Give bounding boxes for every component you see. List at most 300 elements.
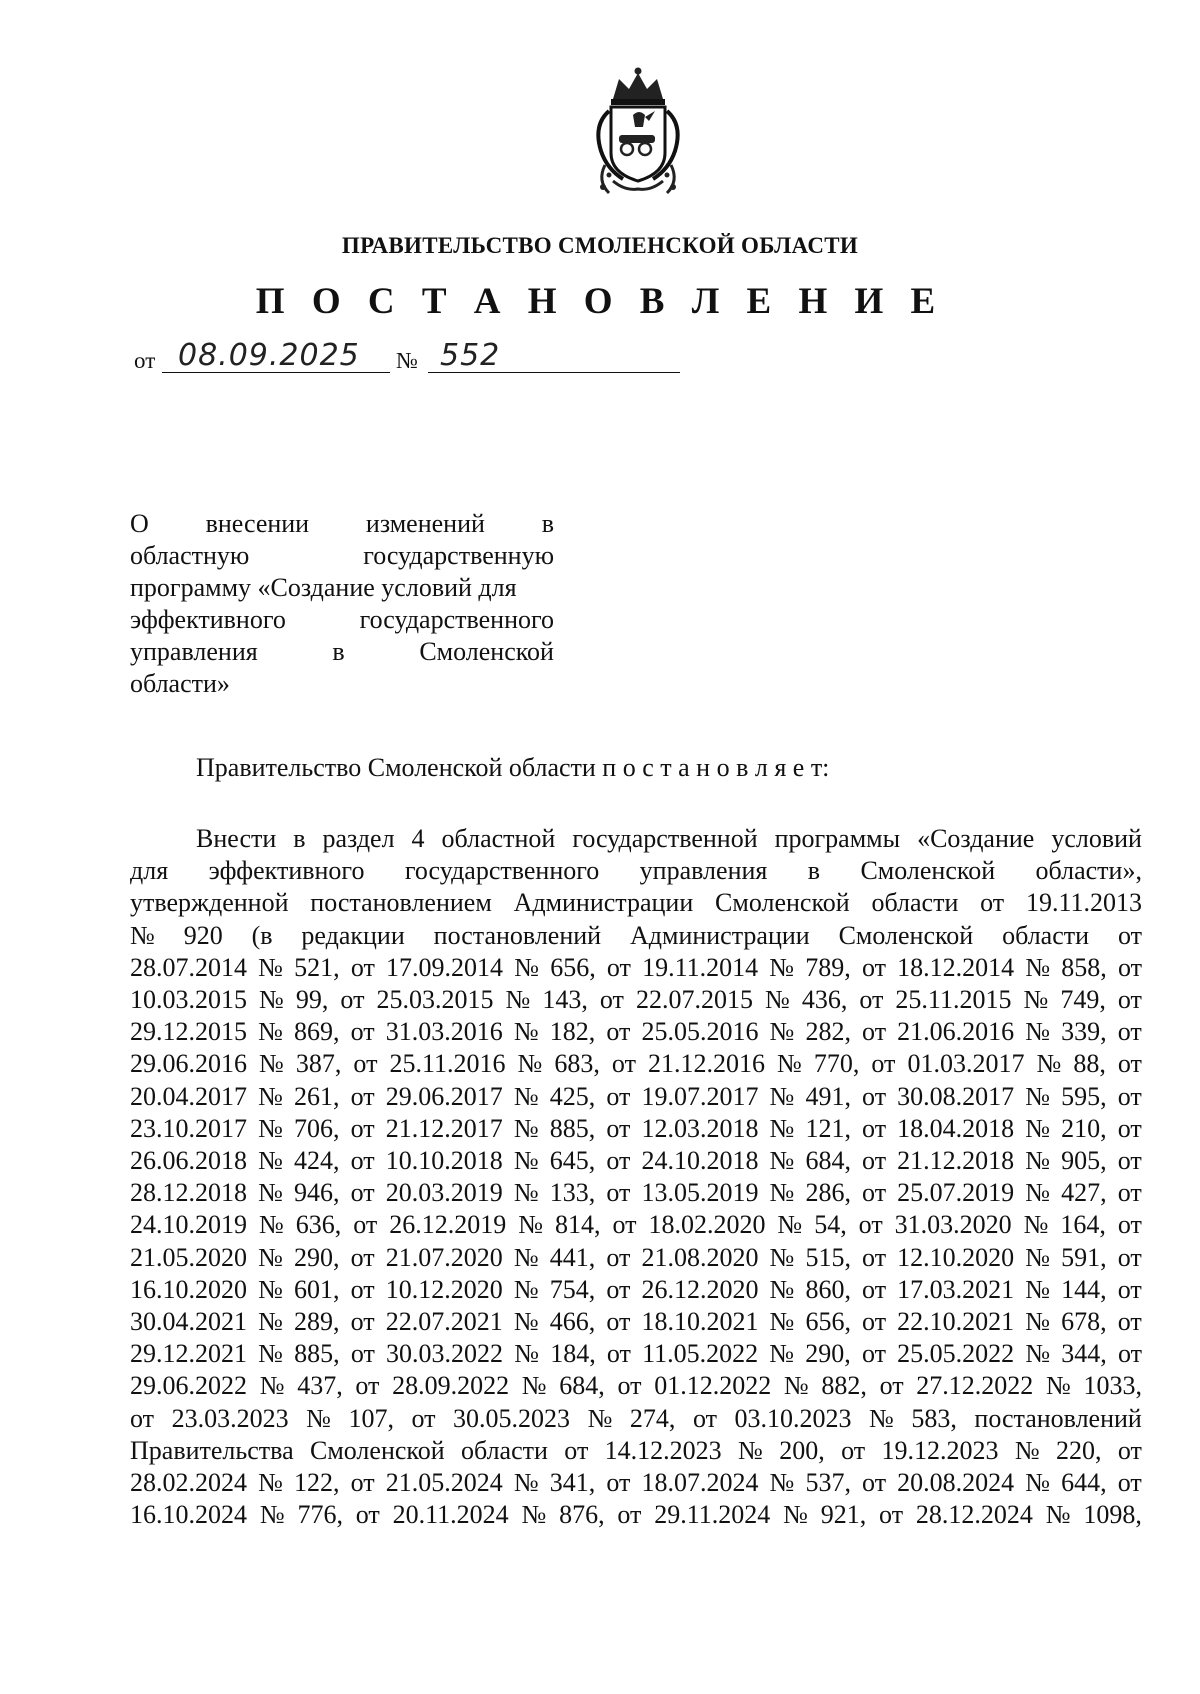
body-word: 22.07.2015 <box>635 985 753 1015</box>
body-word: 19.11.2014 <box>642 952 759 982</box>
body-word: 860, <box>805 1274 851 1304</box>
body-word: Смоленской <box>838 920 974 950</box>
body-word: от <box>862 1081 887 1111</box>
body-word: № <box>258 1307 283 1337</box>
body-line <box>130 1338 1142 1370</box>
decree-statement: Правительство Смоленской области п о с т а н о в л я е т: <box>196 753 830 782</box>
body-line <box>130 1467 1142 1499</box>
body-word: «Создание <box>917 824 1035 853</box>
body-word: 28.09.2022 <box>392 1371 510 1401</box>
body-word: от <box>879 1371 904 1401</box>
body-word: области <box>461 1435 548 1465</box>
body-word: 776, <box>297 1500 343 1530</box>
body-word: 13.05.2019 <box>641 1178 759 1208</box>
body-word: № <box>769 1178 795 1208</box>
body-word: от <box>862 1146 887 1176</box>
body-word: от <box>350 1274 375 1304</box>
subject-word: областную <box>130 541 250 570</box>
body-word: 425, <box>549 1081 596 1111</box>
body-line <box>130 1209 1142 1241</box>
body-word: 537, <box>805 1468 851 1498</box>
body-word: 583, <box>911 1403 957 1433</box>
body-word: № <box>783 1500 808 1530</box>
body-word: от <box>606 1017 631 1047</box>
body-word: 885, <box>294 1339 340 1369</box>
body-word: № <box>513 1017 539 1047</box>
body-word: Смоленской <box>715 888 850 918</box>
body-word: 20.11.2024 <box>392 1500 509 1530</box>
body-line <box>130 952 1142 984</box>
body-word: № <box>513 1146 539 1176</box>
body-word: 4 <box>411 824 425 853</box>
body-word: № <box>1025 1113 1051 1143</box>
body-word: 645, <box>549 1146 596 1176</box>
body-word: 26.12.2019 <box>389 1210 507 1240</box>
subject-word: внесении <box>205 509 310 538</box>
body-word: от <box>859 985 884 1015</box>
body-word: № <box>259 1371 285 1401</box>
body-word: от <box>606 1146 631 1176</box>
body-word: 858, <box>1061 952 1107 982</box>
body-word: № <box>1036 1049 1062 1079</box>
body-word: области», <box>1035 856 1142 886</box>
body-line <box>130 823 1142 855</box>
body-line <box>130 1403 1142 1435</box>
body-word: от <box>980 888 1005 918</box>
body-word: в <box>807 856 821 886</box>
body-line <box>130 1499 1142 1531</box>
body-word: 25.05.2016 <box>641 1017 759 1047</box>
body-word: 521, <box>294 952 340 982</box>
body-word: программы <box>774 824 901 853</box>
body-word: № <box>764 985 790 1015</box>
body-word: 18.12.2014 <box>897 952 1015 982</box>
body-word: от <box>599 985 624 1015</box>
body-word: 885, <box>549 1113 596 1143</box>
body-word: Администрации <box>629 920 810 950</box>
body-word: от <box>1117 1113 1142 1143</box>
body-word: 754, <box>549 1274 596 1304</box>
body-word: № <box>587 1403 613 1433</box>
body-word: № <box>1025 1146 1051 1176</box>
body-word: 10.10.2018 <box>385 1146 503 1176</box>
body-word: от <box>411 1403 436 1433</box>
body-word: от <box>606 1081 631 1111</box>
body-word: от <box>353 1049 378 1079</box>
body-word: 107, <box>348 1403 394 1433</box>
body-word: № <box>769 1017 795 1047</box>
body-word: от <box>606 1274 631 1304</box>
body-word: 01.03.2017 <box>907 1049 1025 1079</box>
body-word: условий <box>1051 824 1142 853</box>
body-word: постановлением <box>310 888 492 918</box>
body-word: от <box>350 1017 375 1047</box>
body-word: от <box>1117 1468 1142 1498</box>
body-word: № <box>517 1049 543 1079</box>
body-word: 25.11.2015 <box>895 985 1012 1015</box>
body-word: 921, <box>820 1500 867 1530</box>
body-word: № <box>505 985 531 1015</box>
number-handwritten: 552 <box>440 338 501 373</box>
body-word: 436, <box>801 985 848 1015</box>
body-word: постановлений <box>433 920 602 950</box>
body-word: 905, <box>1061 1146 1107 1176</box>
body-word: Смоленской <box>309 1435 445 1465</box>
body-word: 25.05.2022 <box>897 1339 1015 1369</box>
body-word: № <box>769 1274 795 1304</box>
body-word: от <box>1117 1307 1142 1337</box>
body-word: № <box>769 1242 795 1272</box>
body-word: 26.06.2018 <box>130 1146 247 1176</box>
body-word: № <box>513 1081 539 1111</box>
body-word: от <box>1117 1017 1142 1047</box>
body-line <box>130 1306 1142 1338</box>
body-word: от <box>350 1242 375 1272</box>
body-word: 14.12.2023 <box>604 1435 722 1465</box>
body-word: от <box>606 1178 631 1208</box>
body-word: № <box>769 1468 795 1498</box>
body-word: 164, <box>1060 1210 1106 1240</box>
body-word: 99, <box>295 985 329 1015</box>
body-word: от <box>1117 1242 1142 1272</box>
body-word: № <box>258 952 283 982</box>
subject-word: государственного <box>359 605 554 634</box>
body-word: от <box>1117 1339 1142 1369</box>
body-word: редакции <box>301 920 405 950</box>
body-word: 876, <box>559 1500 605 1530</box>
body-word: 18.02.2020 <box>648 1210 766 1240</box>
body-word: 11.05.2022 <box>642 1339 759 1369</box>
body-word: № <box>259 1049 284 1079</box>
body-word: 21.12.2018 <box>897 1146 1015 1176</box>
body-word: 22.10.2021 <box>897 1307 1015 1337</box>
body-word: 10.03.2015 <box>130 985 247 1015</box>
body-word: 30.08.2017 <box>897 1081 1015 1111</box>
body-word: 946, <box>294 1178 340 1208</box>
body-word: № <box>769 952 795 982</box>
body-line <box>130 984 1142 1016</box>
body-word: 29.06.2022 <box>130 1371 247 1401</box>
body-word: 29.06.2017 <box>385 1081 503 1111</box>
body-word: от <box>130 1403 155 1433</box>
body-word: № <box>258 1017 283 1047</box>
body-word: № <box>258 1468 283 1498</box>
subject-word: государственную <box>363 541 554 570</box>
body-word: 24.10.2019 <box>130 1210 247 1240</box>
body-word: 437, <box>297 1371 343 1401</box>
body-word: от <box>1117 1210 1142 1240</box>
body-word: (в <box>251 920 273 950</box>
body-word: № <box>259 1500 285 1530</box>
body-word: № <box>1045 1500 1071 1530</box>
body-word: № <box>1025 952 1051 982</box>
body-word: от <box>879 1500 904 1530</box>
body-word: № <box>258 1146 283 1176</box>
body-word: Внести <box>196 824 277 853</box>
body-word: 12.03.2018 <box>641 1113 759 1143</box>
subject-line <box>130 572 554 604</box>
body-word: 144, <box>1061 1274 1107 1304</box>
body-word: 789, <box>805 952 851 982</box>
body-word: № <box>1023 985 1049 1015</box>
body-word: от <box>350 1468 375 1498</box>
body-word: № <box>1025 1242 1051 1272</box>
body-word: 133, <box>549 1178 596 1208</box>
body-word: № <box>258 1113 283 1143</box>
body-word: 339, <box>1061 1017 1107 1047</box>
body-word: 23.10.2017 <box>130 1113 247 1143</box>
body-word: 01.12.2022 <box>654 1371 772 1401</box>
body-word: от <box>606 952 631 982</box>
body-word: от <box>1117 1081 1142 1111</box>
body-word: от <box>861 952 886 982</box>
body-word: для <box>130 856 169 886</box>
body-word: № <box>513 1468 539 1498</box>
body-word: от <box>1117 952 1142 982</box>
body-word: 770, <box>813 1049 860 1079</box>
body-word: 03.10.2023 <box>734 1403 852 1433</box>
body-word: № <box>1025 1307 1051 1337</box>
body-line <box>130 1016 1142 1048</box>
subject-line <box>130 508 554 540</box>
body-word: № <box>259 985 284 1015</box>
body-word: 30.05.2023 <box>453 1403 571 1433</box>
body-word: от <box>862 1178 887 1208</box>
body-word: 200, <box>779 1435 825 1465</box>
body-word: от <box>858 1210 883 1240</box>
body-word: от <box>861 1339 886 1369</box>
body-word: от <box>862 1307 887 1337</box>
body-word: 21.06.2016 <box>897 1017 1015 1047</box>
body-word: 17.03.2021 <box>897 1274 1015 1304</box>
document-subject <box>130 508 554 700</box>
body-word: от <box>350 1307 375 1337</box>
document-body <box>130 823 1142 1531</box>
body-word: от <box>617 1371 642 1401</box>
body-word: 341, <box>549 1468 596 1498</box>
body-line <box>130 1242 1142 1274</box>
date-handwritten: 08.09.2025 <box>178 338 360 373</box>
body-word: области <box>871 888 959 918</box>
body-word: № <box>769 1339 795 1369</box>
body-word: от <box>617 1500 642 1530</box>
body-word: 28.07.2014 <box>130 952 247 982</box>
body-word: 31.03.2020 <box>894 1210 1012 1240</box>
body-word: 21.07.2020 <box>385 1242 503 1272</box>
body-word: 29.12.2021 <box>130 1339 247 1369</box>
body-word: 491, <box>805 1081 851 1111</box>
body-word: 29.06.2016 <box>130 1049 247 1079</box>
body-word: 684, <box>559 1371 605 1401</box>
body-word: 441, <box>549 1242 596 1272</box>
body-line <box>130 1435 1142 1467</box>
body-word: № <box>513 1274 539 1304</box>
body-word: 656, <box>550 952 596 982</box>
body-word: 21.12.2016 <box>647 1049 765 1079</box>
subject-line <box>130 540 554 572</box>
body-word: 1098, <box>1083 1500 1142 1530</box>
body-line <box>130 1145 1142 1177</box>
body-word: от <box>355 1371 380 1401</box>
body-word: 220, <box>1055 1435 1102 1465</box>
body-word: от <box>340 985 365 1015</box>
body-word: 21.05.2024 <box>385 1468 503 1498</box>
body-word: 706, <box>294 1113 340 1143</box>
body-word: № <box>777 1049 802 1079</box>
body-word: 30.03.2022 <box>386 1339 504 1369</box>
body-word: № <box>258 1242 283 1272</box>
body-word: № <box>513 1178 539 1208</box>
body-word: 289, <box>294 1307 340 1337</box>
body-word: 286, <box>805 1178 851 1208</box>
body-word: № <box>130 920 155 950</box>
body-word: областной <box>441 824 556 853</box>
body-word: от <box>1117 920 1142 950</box>
body-word: № <box>1025 1468 1051 1498</box>
subject-word: в <box>332 637 345 666</box>
body-word: 19.12.2023 <box>881 1435 999 1465</box>
body-word: 29.12.2015 <box>130 1017 247 1047</box>
body-word: 882, <box>821 1371 867 1401</box>
body-word: № <box>258 1081 283 1111</box>
body-word: № <box>769 1307 795 1337</box>
body-word: от <box>862 1468 887 1498</box>
body-word: 25.11.2016 <box>389 1049 506 1079</box>
subject-word: О <box>130 509 149 538</box>
body-word: 27.12.2022 <box>916 1371 1034 1401</box>
body-line <box>130 920 1142 952</box>
body-word: № <box>258 1339 283 1369</box>
subject-word: Смоленской <box>419 637 554 666</box>
body-line <box>130 1113 1142 1145</box>
body-word: 814, <box>554 1210 601 1240</box>
body-word: 121, <box>805 1113 851 1143</box>
body-word: от <box>353 1210 378 1240</box>
body-word: от <box>606 1242 631 1272</box>
body-word: 28.12.2018 <box>130 1178 247 1208</box>
body-word: от <box>606 1113 631 1143</box>
body-word: от <box>1117 1435 1142 1465</box>
body-word: 274, <box>629 1403 676 1433</box>
body-word: 182, <box>549 1017 596 1047</box>
body-word: 601, <box>294 1274 340 1304</box>
body-word: 18.10.2021 <box>641 1307 759 1337</box>
body-word: Смоленской <box>860 856 996 886</box>
body-word: государственной <box>572 824 758 853</box>
body-word: от <box>862 1242 887 1272</box>
body-line <box>130 887 1142 919</box>
body-word: 19.11.2013 <box>1025 888 1142 918</box>
body-word: 21.05.2020 <box>130 1242 247 1272</box>
body-word: № <box>1025 1178 1051 1208</box>
body-word: 683, <box>554 1049 600 1079</box>
body-word: 290, <box>805 1339 851 1369</box>
body-word: 16.10.2020 <box>130 1274 247 1304</box>
body-word: 636, <box>295 1210 342 1240</box>
body-word: 10.12.2020 <box>385 1274 503 1304</box>
body-word: № <box>1045 1371 1071 1401</box>
body-word: от <box>350 1339 375 1369</box>
body-word: от <box>606 1468 631 1498</box>
body-word: № <box>514 952 540 982</box>
body-word: 28.12.2024 <box>915 1500 1033 1530</box>
body-word: 1033, <box>1083 1371 1142 1401</box>
body-line <box>130 1048 1142 1080</box>
body-word: 595, <box>1061 1081 1107 1111</box>
body-word: 210, <box>1061 1113 1107 1143</box>
body-word: 678, <box>1061 1307 1107 1337</box>
body-word: от <box>1117 1049 1142 1079</box>
body-word: 29.11.2024 <box>654 1500 771 1530</box>
body-word: 424, <box>294 1146 340 1176</box>
body-word: 591, <box>1061 1242 1107 1272</box>
subject-word: в <box>541 509 554 538</box>
body-line <box>130 1370 1142 1402</box>
subject-line <box>130 604 554 636</box>
body-word: 54, <box>814 1210 847 1240</box>
subject-word: программу «Создание условий для <box>130 573 517 602</box>
body-word: от <box>862 1017 887 1047</box>
body-word: от <box>611 1049 636 1079</box>
body-word: № <box>258 1210 284 1240</box>
body-word: от <box>606 1339 631 1369</box>
body-line <box>130 1081 1142 1113</box>
body-word: 25.07.2019 <box>897 1178 1015 1208</box>
body-word: 16.10.2024 <box>130 1500 247 1530</box>
body-word: № <box>769 1146 795 1176</box>
body-word: 920 <box>183 920 223 950</box>
body-word: 18.04.2018 <box>897 1113 1015 1143</box>
body-word: № <box>518 1210 543 1240</box>
body-word: № <box>1025 1274 1051 1304</box>
body-word: от <box>612 1210 637 1240</box>
body-word: 22.07.2021 <box>385 1307 503 1337</box>
smolensk-coat-of-arms-icon <box>583 65 693 201</box>
body-word: 26.12.2020 <box>641 1274 759 1304</box>
body-word: Администрации <box>513 888 694 918</box>
body-word: 290, <box>294 1242 340 1272</box>
body-word: утвержденной <box>130 888 289 918</box>
body-word: от <box>564 1435 589 1465</box>
body-word: 427, <box>1061 1178 1107 1208</box>
body-word: от <box>350 1113 375 1143</box>
body-word: 143, <box>542 985 588 1015</box>
body-word: 31.03.2016 <box>385 1017 503 1047</box>
subject-line <box>130 668 554 700</box>
body-word: № <box>513 1113 539 1143</box>
subject-word: эффективного <box>130 605 286 634</box>
body-word: управления <box>639 856 768 886</box>
body-word: № <box>1023 1210 1049 1240</box>
body-word: 30.04.2021 <box>130 1307 247 1337</box>
body-word: 25.03.2015 <box>376 985 494 1015</box>
body-word: Правительства <box>130 1435 294 1465</box>
body-word: 20.04.2017 <box>130 1081 247 1111</box>
body-word: 644, <box>1061 1468 1107 1498</box>
body-word: в <box>293 824 306 853</box>
body-word: 21.12.2017 <box>385 1113 503 1143</box>
body-word: 684, <box>805 1146 851 1176</box>
subject-line <box>130 636 554 668</box>
body-word: раздел <box>322 824 395 853</box>
body-word: № <box>1014 1435 1040 1465</box>
body-word: от <box>862 1113 887 1143</box>
body-word: 261, <box>294 1081 340 1111</box>
subject-word: изменений <box>365 509 485 538</box>
body-word: № <box>513 1307 539 1337</box>
body-word: от <box>350 1146 375 1176</box>
body-word: № <box>306 1403 331 1433</box>
